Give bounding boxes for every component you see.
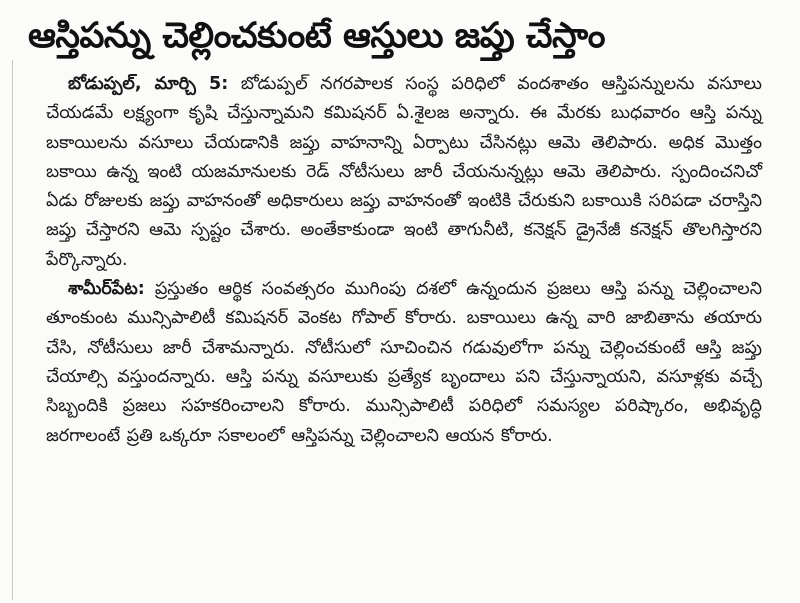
column-divider xyxy=(12,60,13,600)
article-body xyxy=(46,70,762,451)
paragraph-text-shamirpet: ప్రస్తుతం ఆర్థిక సంవత్సరం ముగింపు దశలో ఉన్నందున ప్రజలు ఆస్తి పన్ను చెల్లించాలని తూంకుంట మున్సిపాలిటీ కమిషనర్ వెంకట గోపాల్ కోరారు. బకాయిలు ఉన్న వారి జాబితాను తయారు చేసి, నోటీసులు జారీ చేశామన్నారు. నోటీసులో సూచించిన గడువులోగా పన్ను చెల్లించకుంటే ఆస్తి జప్తు చేయాల్సి వస్తుందన్నారు. ఆస్తి పన్ను వసూలుకు ప్రత్యేక బృందాలు పని చేస్తున్నాయని, వసూళ్లకు వచ్చే సిబ్బందికి ప్రజలు సహకరించాలని కోరారు. మున్సిపాలిటీ పరిధిలో సమస్యల పరిష్కారం, అభివృద్ధి జరగాలంటే ప్రతి ఒక్కరూ సకాలంలో ఆస్తిపన్ను చెల్లించాలని ఆయన కోరారు. xyxy=(46,279,762,446)
paragraph-boduppal xyxy=(46,70,762,275)
paragraph-text-boduppal: బోడుప్పల్ నగరపాలక సంస్థ పరిధిలో వందశాతం ఆస్తిపన్నులను వసూలు చేయడమే లక్ష్యంగా కృషి చేస్తున్నామని కమిషనర్ ఏ.శైలజ అన్నారు. ఈ మేరకు బుధవారం ఆస్తి పన్ను బకాయిలను వసూలు చేయడానికి జప్తు వాహనాన్ని ఏర్పాటు చేసినట్లు ఆమె తెలిపారు. అధిక మొత్తం బకాయి ఉన్న ఇంటి యజమానులకు రెడ్ నోటీసులు జారీ చేయనున్నట్లు ఆమె తెలిపారు. స్పందించనిచో ఏడు రోజులకు జప్తు వాహనంతో అధికారులు జప్తు వాహనంతో ఇంటికి చేరుకుని బకాయికి సరిపడా చరాస్తిని జప్తు చేస్తారని ఆమె స్పష్టం చేశారు. అంతేకాకుండా ఇంటి తాగునీటి, కనెక్షన్ డ్రైనేజీ కనెక్షన్ తొలగిస్తారని పేర్కొన్నారు. xyxy=(46,74,762,270)
dateline-shamirpet: శామీర్‌పేట: xyxy=(68,279,145,300)
paragraph-shamirpet xyxy=(46,275,762,451)
dateline-boduppal: బోడుప్పల్, మార్చి 5: xyxy=(68,74,229,94)
headline: ఆస్తిపన్ను చెల్లించకుంటే ఆస్తులు జప్తు చేస్తాం xyxy=(28,16,605,56)
